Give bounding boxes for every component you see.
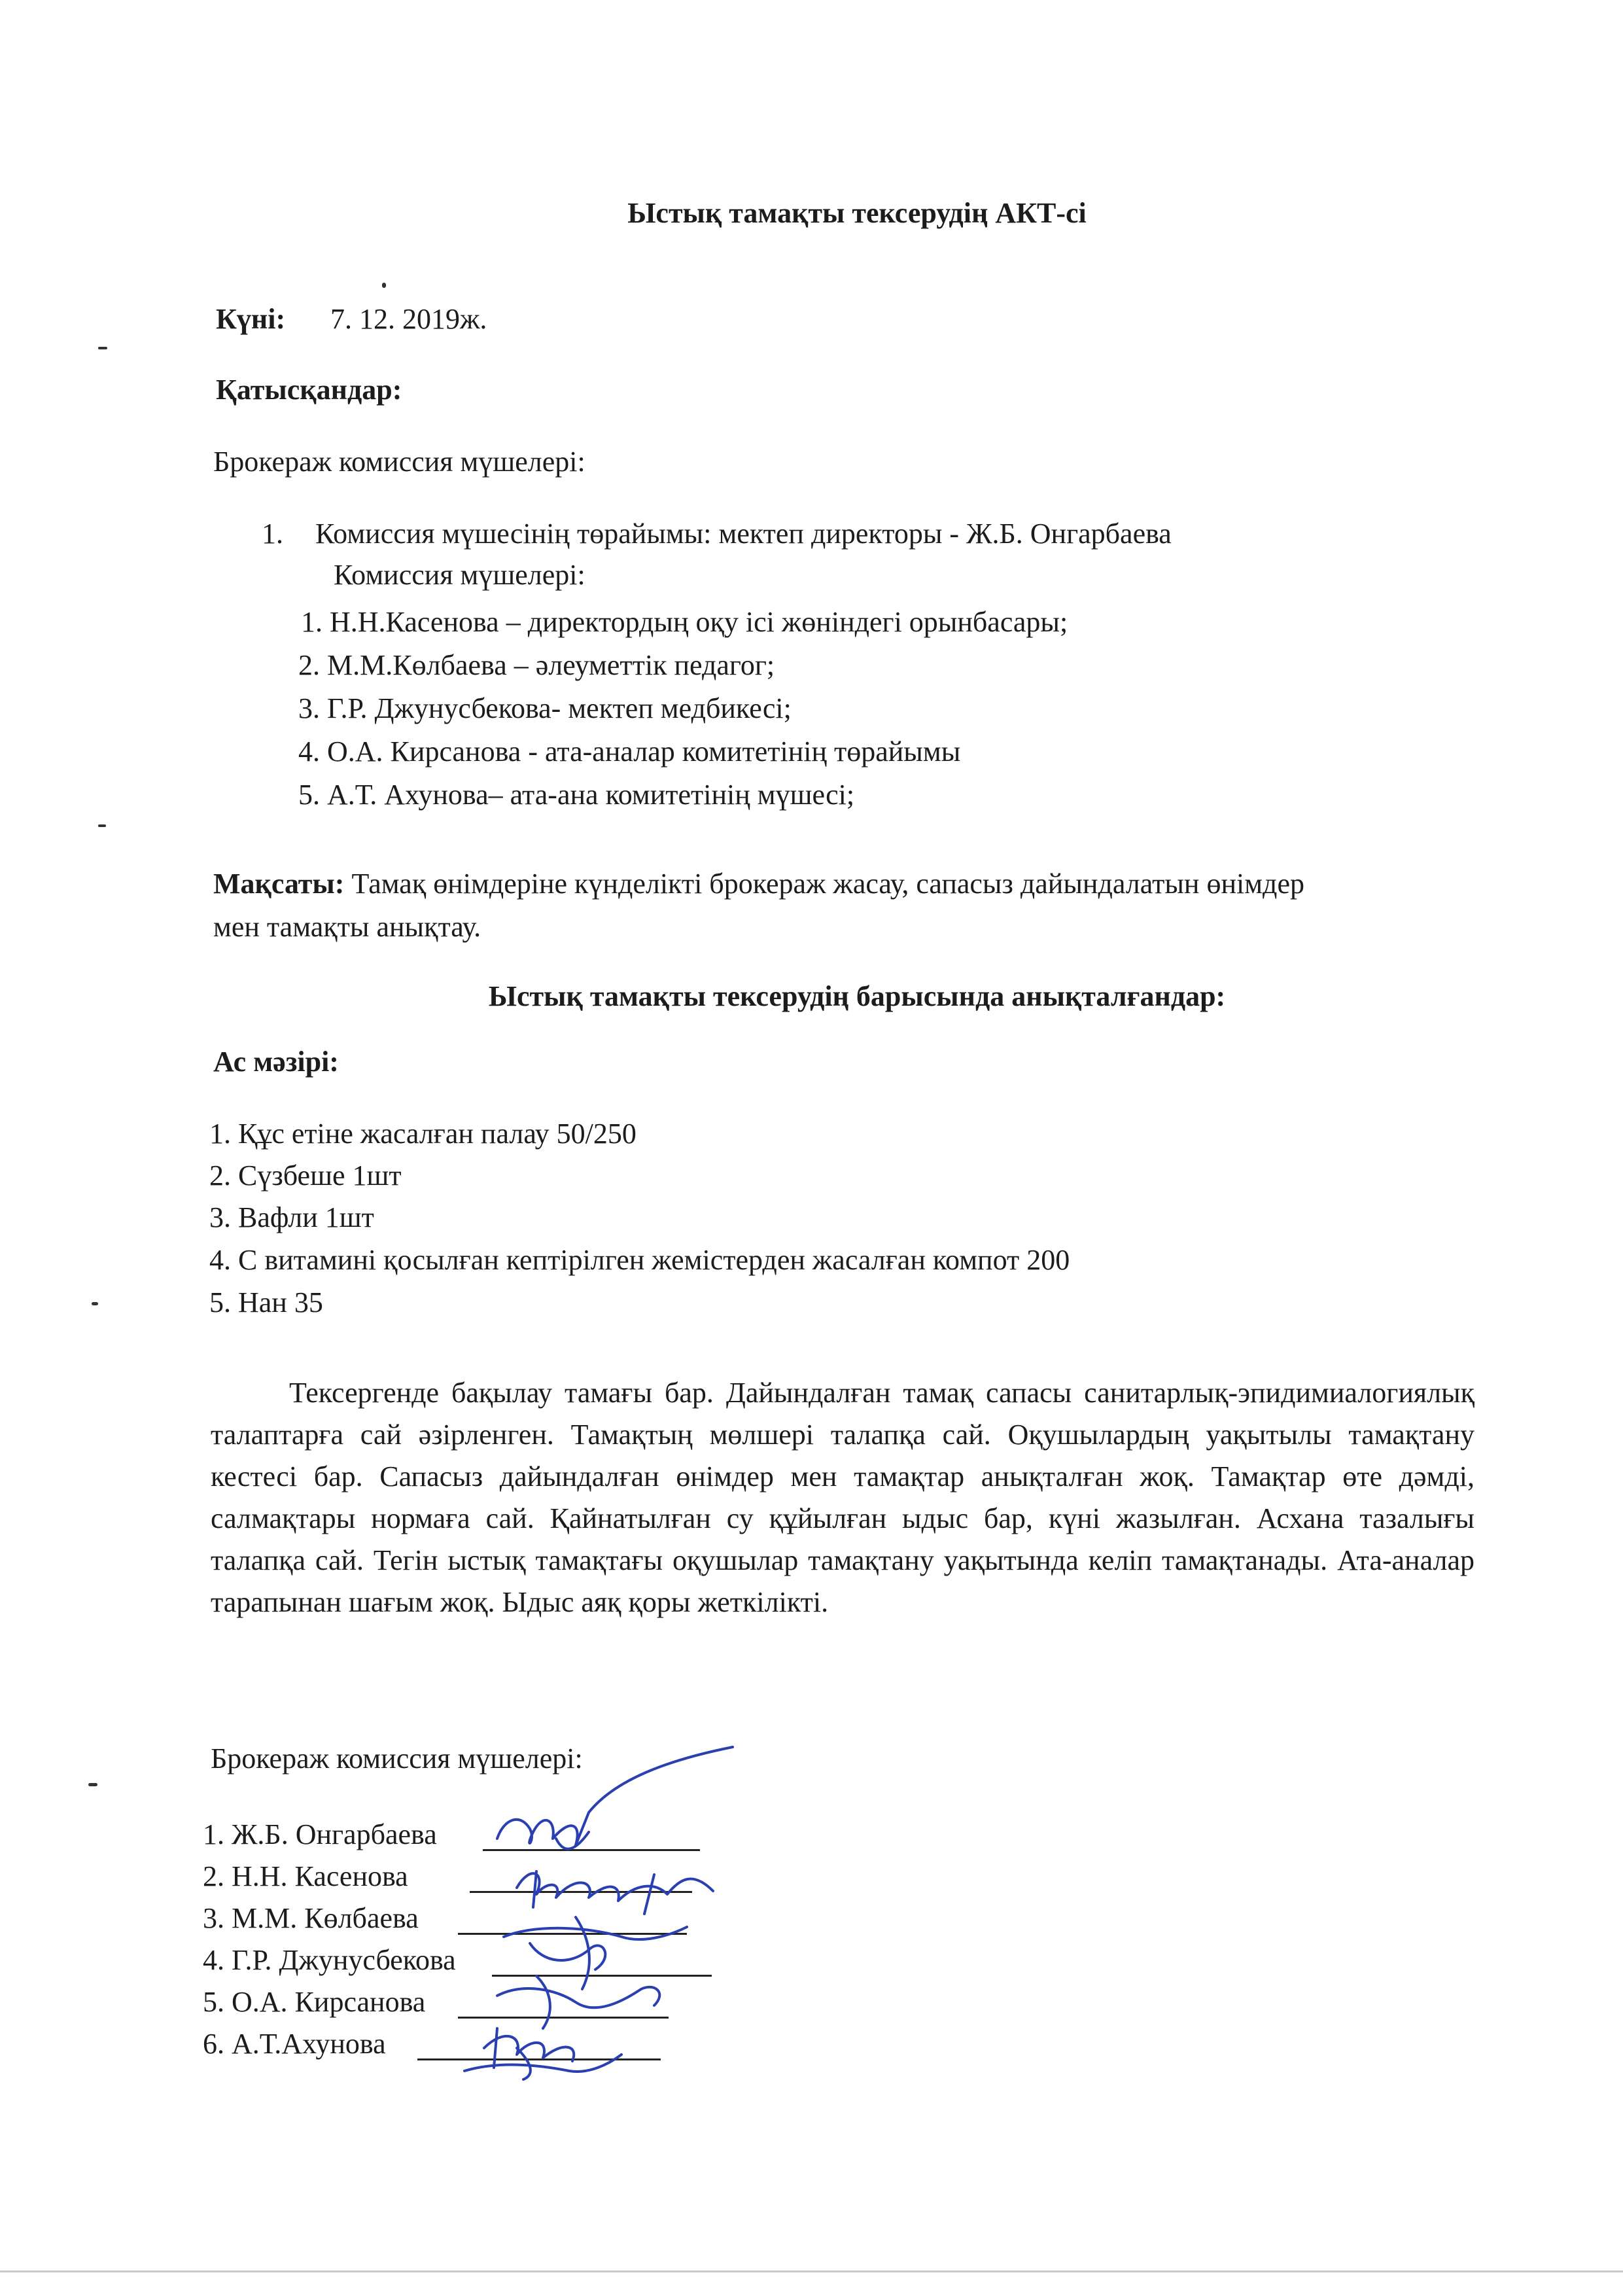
goal-label: Мақсаты: — [213, 868, 345, 900]
member-item: 5. А.Т. Ахунова– ата-ана комитетінің мүшесі; — [298, 779, 855, 811]
signature-name: 2. Н.Н. Касенова — [203, 1860, 408, 1892]
body-paragraph: Тексергенде бақылау тамағы бар. Дайындалған тамақ сапасы санитарлық-эпидимиалогиялық талаптарға сай әзірленген. Тамақтың мөлшері талапқа сай. Оқушылардың уақытылы тамақтану кестесі бар. Сапасыз дайындалған өнімдер мен тамақтар анықталған жоқ. Тамақтар өте дәмді, салмақтары нормаға сай. Қайнатылған су құйылған ыдыс бар, күні жазылған. Асхана тазалығы талапқа сай. Тегін ыстық тамақтағы оқушылар тамақтану уақытында келіп тамақтанады. Ата-аналар тарапынан шағым жоқ. Ыдыс аяқ қоры жеткілікті. — [211, 1377, 1475, 1618]
handwritten-signatures — [458, 1740, 824, 2081]
goal-text: Тамақ өнімдеріне күнделікті брокераж жасау, сапасыз дайындалатын өнімдер — [344, 868, 1304, 900]
signature-name: 1. Ж.Б. Онгарбаева — [203, 1818, 437, 1850]
member-item: 3. Г.Р. Джунусбекова- мектеп медбикесі; — [298, 692, 792, 724]
scan-edge — [0, 2270, 1623, 2272]
signatures-intro: Брокераж комиссия мүшелері: — [211, 1742, 583, 1775]
participants-heading: Қатысқандар: — [216, 374, 402, 406]
signature-name: 5. О.А. Кирсанова — [203, 1986, 426, 2018]
goal-line-2: мен тамақты анықтау. — [213, 911, 481, 943]
chair-number: 1. — [262, 518, 283, 550]
chair-text: Комиссия мүшесінің төрайымы: мектеп директоры - Ж.Б. Онгарбаева — [315, 518, 1172, 550]
findings-heading: Ыстық тамақты тексерудің барысында анықталғандар: — [488, 980, 1226, 1012]
goal-line-1 — [213, 867, 1304, 901]
commission-intro: Брокераж комиссия мүшелері: — [213, 446, 585, 478]
signature-name: 3. М.М. Көлбаева — [203, 1902, 419, 1934]
scan-speck — [98, 824, 106, 827]
menu-item: 2. Сүзбеше 1шт — [209, 1159, 402, 1192]
date-label: Күні: — [216, 303, 286, 335]
menu-item: 5. Нан 35 — [209, 1286, 323, 1318]
signature-name: 4. Г.Р. Джунусбекова — [203, 1944, 456, 1976]
scan-speck — [98, 347, 107, 349]
menu-heading: Ас мәзірі: — [213, 1046, 339, 1078]
document-title: Ыстық тамақты тексерудің АКТ-сі — [627, 197, 1087, 229]
member-item: 4. О.А. Кирсанова - ата-аналар комитетінің төрайымы — [298, 735, 961, 768]
date-value: 7. 12. 2019ж. — [330, 303, 487, 335]
menu-item: 1. Құс етіне жасалған палау 50/250 — [209, 1118, 637, 1150]
member-item: 1. Н.Н.Касенова – директордың оқу ісі жөніндегі орынбасары; — [301, 606, 1068, 638]
members-heading: Комиссия мүшелері: — [334, 559, 585, 591]
member-item: 2. М.М.Көлбаева – әлеуметтік педагог; — [298, 649, 775, 681]
signature-name: 6. А.Т.Ахунова — [203, 2028, 386, 2060]
menu-item: 3. Вафли 1шт — [209, 1201, 374, 1233]
menu-item: 4. С витамині қосылған кептірілген жемістерден жасалған компот 200 — [209, 1244, 1070, 1276]
scan-speck — [382, 283, 386, 288]
scan-speck — [92, 1302, 98, 1305]
scan-speck — [88, 1783, 97, 1786]
